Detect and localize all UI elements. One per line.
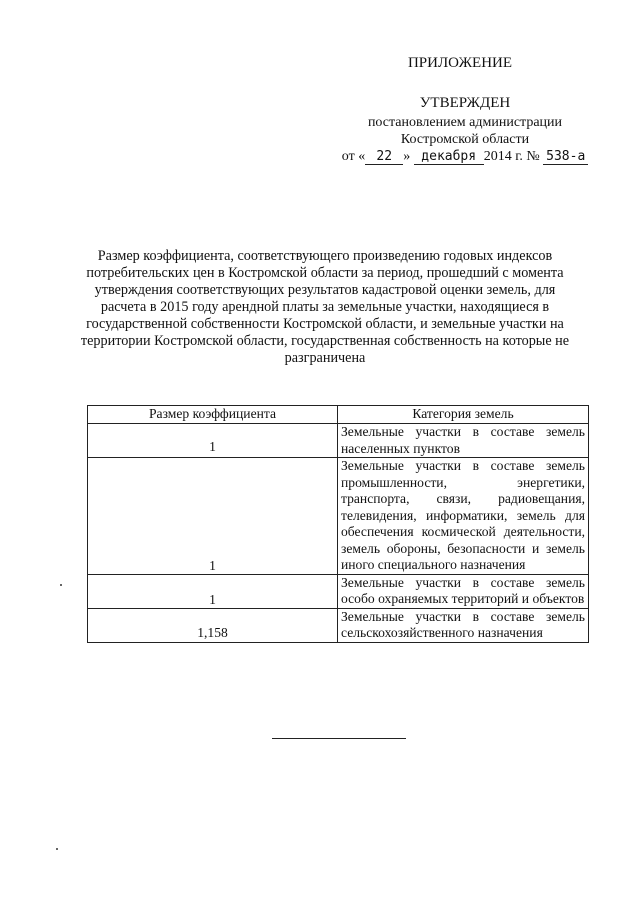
date-mid: » [403,149,411,164]
appendix-heading: ПРИЛОЖЕНИЕ [407,55,513,71]
coefficient-value: 1 [209,439,216,454]
approval-line-2: Костромской области [400,132,530,147]
scan-speck [60,584,62,586]
coefficient-value: 1 [209,591,216,607]
document-title: Размер коэффициента, соответствующего произведению годовых индексов потребительских цен в Костромской области за период, прошедший с момента утверждения соответствующих результатов кадастровой оценки земель, для расчета в 2015 году арендной платы за земельные участки, находящиеся в государственной собственности Костромской области, и земельные участки на территории Костромской области, государственная собственность на которые не разграничена [80,248,570,366]
approval-block [335,95,595,165]
date-prefix: от « [341,149,366,164]
table-row [88,458,589,575]
coefficient-value: 1 [209,557,216,573]
table-row [88,608,589,642]
scan-speck [56,848,58,850]
category-cell: Земельные участки в составе земель населенных пунктов [338,424,589,458]
table-row [88,574,589,608]
approved-label: УТВЕРЖДЕН [419,95,511,111]
category-cell: Земельные участки в составе земель особо охраняемых территорий и объектов [338,574,589,608]
closing-rule [272,738,406,739]
approval-line-1: постановлением администрации [367,115,563,130]
header-coefficient: Размер коэффициента [88,406,338,424]
table-row [88,424,589,458]
approval-date-line [335,148,595,165]
category-cell: Земельные участки в составе земель сельскохозяйственного назначения [338,608,589,642]
category-cell: Земельные участки в составе земель промышленности, энергетики, транспорта, связи, радиовещания, телевидения, информатики, земель для обеспечения космической деятельности, земель обороны, безопасности и земель иного специального назначения [338,458,589,575]
table-header-row [88,406,589,424]
header-category: Категория земель [338,406,589,424]
coefficient-cell [88,608,338,642]
date-month: декабря [414,150,484,165]
coefficient-cell [88,424,338,458]
coefficient-cell [88,574,338,608]
coefficient-table [87,405,589,643]
date-year: 2014 г. № [483,149,540,164]
decree-number: 538-а [543,150,588,165]
coefficient-value: 1,158 [197,624,228,640]
date-day: 22 [365,150,403,165]
coefficient-cell [88,458,338,575]
